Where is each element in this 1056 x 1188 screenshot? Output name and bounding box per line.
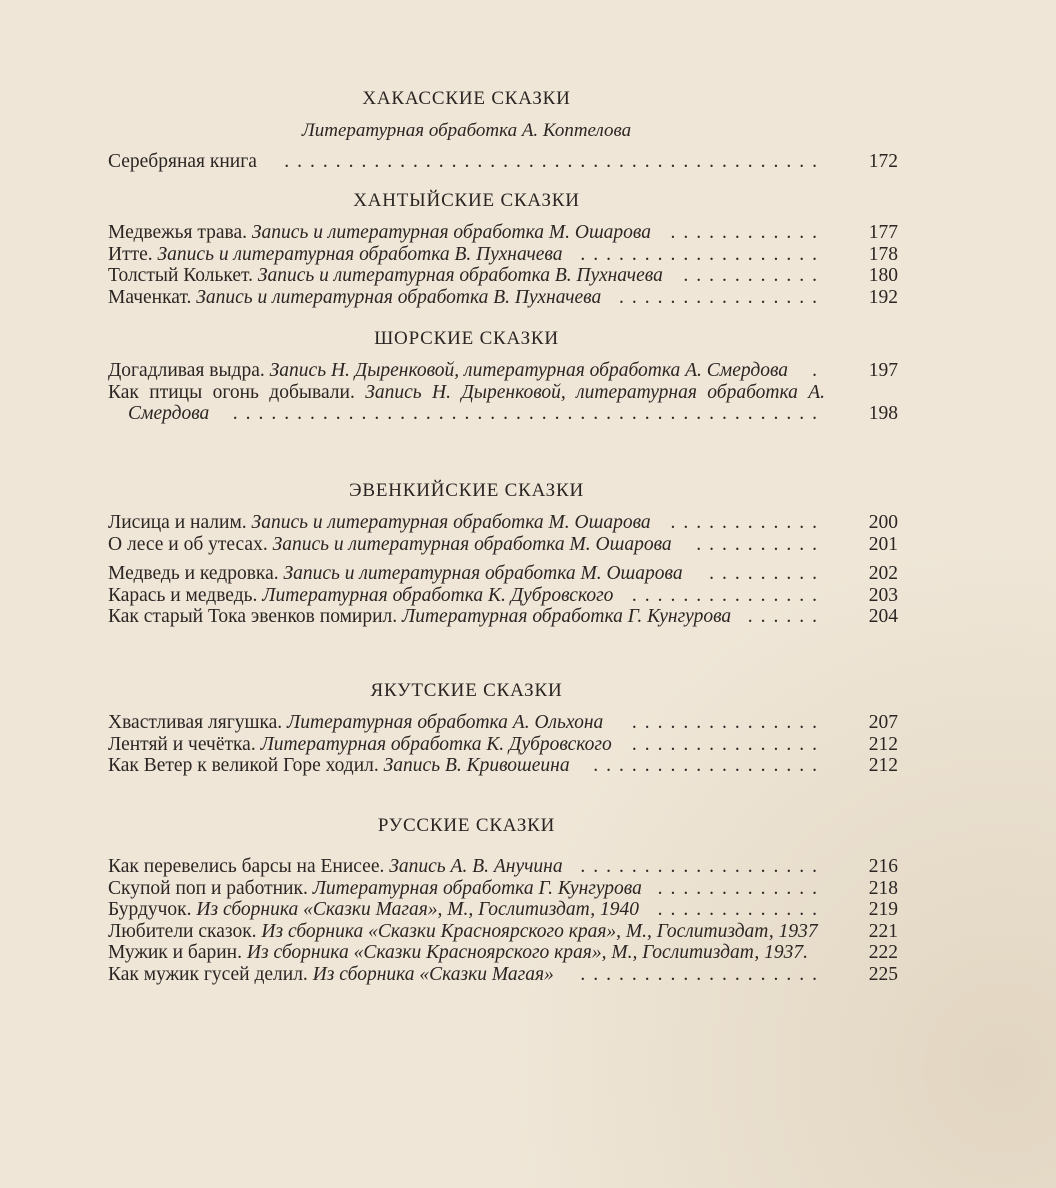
toc-entry[interactable] [108, 921, 898, 943]
toc-entry[interactable] [108, 878, 898, 900]
toc-entry[interactable] [108, 151, 898, 173]
entry-note: Запись и литературная обработка М. Ошарова [272, 533, 672, 555]
dot-leader: .............................................. [232, 403, 825, 424]
entry-title: Догадливая выдра. [108, 360, 265, 381]
section-khakas [108, 88, 898, 173]
section-russian [108, 815, 898, 985]
dot-leader: . [812, 360, 825, 381]
entry-note: Из сборника «Сказки Красноярского края», М., Гослитиздат, 1937 [261, 920, 818, 942]
entry-note: Запись и литературная обработка В. Пухначева [157, 243, 563, 265]
section-subtitle: Литературная обработка А. Коптелова [301, 120, 632, 141]
entry-note: Запись А. В. Анучина [389, 856, 563, 877]
toc-entry[interactable] [108, 606, 898, 628]
section-yakut [108, 680, 898, 777]
dot-leader: ................... [580, 963, 825, 985]
toc-entry[interactable] [108, 734, 898, 756]
page-number: 212 [868, 755, 898, 776]
entry-note: Литературная обработка Г. Кунгурова [402, 606, 732, 627]
entry-title: Медведь и кедровка. [108, 563, 279, 584]
page-number: 221 [868, 920, 898, 942]
page-number: 207 [868, 712, 898, 733]
entry-title: Лентяй и чечётка. [108, 733, 256, 755]
entry-title: Как Ветер к великой Горе ходил. [108, 755, 379, 776]
toc-entry[interactable] [108, 265, 898, 287]
section-shor [108, 328, 898, 425]
toc-entry[interactable] [108, 382, 898, 425]
page-number: 203 [868, 584, 898, 606]
toc-entry[interactable] [108, 512, 898, 534]
dot-leader: ............. [657, 899, 825, 920]
dot-leader: ............... [631, 712, 825, 733]
entry-note: Запись и литературная обработка М. Ошарова [251, 222, 651, 243]
entry-title: Мужик и барин. [108, 942, 242, 963]
page-number: 192 [868, 286, 898, 308]
entry-title: Итте. [108, 243, 153, 265]
dot-leader: ............... [631, 584, 825, 606]
toc-entry[interactable] [108, 360, 898, 382]
toc-entry[interactable] [108, 287, 898, 309]
dot-leader: ................... [580, 243, 825, 265]
toc-entry[interactable] [108, 899, 898, 921]
section-title: ШОРСКИЕ СКАЗКИ [374, 328, 559, 349]
page-number: 178 [868, 243, 898, 265]
entry-note: Запись Н. Дыренковой, литературная обработка А. Смердова [269, 360, 789, 381]
toc-entry[interactable] [108, 534, 898, 556]
page-number: 198 [868, 403, 898, 424]
dot-leader: ...... [747, 606, 825, 627]
dot-leader: .......................................... [284, 151, 825, 172]
dot-leader: .................. [593, 755, 825, 776]
dot-leader: ................... [580, 856, 825, 877]
dot-leader: ............. [657, 877, 825, 899]
entry-note: Литературная обработка А. Ольхона [287, 712, 604, 733]
entry-title: Любители сказок. [108, 920, 257, 942]
section-title: РУССКИЕ СКАЗКИ [377, 815, 556, 836]
entry-note: Из сборника «Сказки Магая», М., Гослитиздат, 1940 [196, 899, 639, 920]
entry-title: Как птицы огонь добывали. [108, 381, 355, 403]
page-number: 180 [868, 265, 898, 286]
page-number: 202 [868, 563, 898, 584]
entry-note: Литературная обработка Г. Кунгурова [312, 877, 642, 899]
section-title: ЭВЕНКИЙСКИЕ СКАЗКИ [349, 480, 584, 501]
toc-entry[interactable] [108, 856, 898, 878]
page-number: 177 [868, 222, 898, 243]
entry-note: Из сборника «Сказки Магая» [312, 963, 554, 985]
entry-note: Запись и литературная обработка В. Пухначева [196, 286, 602, 308]
entry-title: Как перевелись барсы на Енисее. [108, 856, 385, 877]
section-title: ЯКУТСКИЕ СКАЗКИ [370, 680, 563, 701]
dot-leader: ......... [709, 563, 825, 584]
entry-note: Запись и литературная обработка М. Ошарова [283, 563, 683, 584]
dot-leader: ............ [670, 512, 825, 533]
section-title: ХАКАССКИЕ СКАЗКИ [362, 88, 571, 109]
page-number: 216 [868, 856, 898, 877]
toc-entry[interactable] [108, 942, 898, 964]
page-number: 222 [868, 942, 898, 963]
page-number: 201 [868, 533, 898, 555]
toc-entry[interactable] [108, 563, 898, 585]
entry-title: О лесе и об утесах. [108, 533, 268, 555]
entry-note: Запись В. Кривошеина [383, 755, 570, 776]
dot-leader: ........... [683, 265, 825, 286]
entry-title: Бурдучок. [108, 899, 192, 920]
dot-leader: ................ [619, 286, 825, 308]
page-number: 204 [868, 606, 898, 627]
section-khanty [108, 190, 898, 308]
entry-title: Карась и медведь. [108, 584, 258, 606]
entry-title: Маченкат. [108, 286, 192, 308]
toc-entry[interactable] [108, 712, 898, 734]
section-title: ХАНТЫЙСКИЕ СКАЗКИ [353, 190, 580, 211]
dot-leader: ............... [631, 733, 825, 755]
dot-leader: ............ [670, 222, 825, 243]
entry-note: Запись Н. Дыренковой, литературная обработка А. Смердова [128, 381, 826, 424]
entry-title: Толстый Колькет. [108, 265, 253, 286]
toc-entry[interactable] [108, 585, 898, 607]
toc-entry[interactable] [108, 244, 898, 266]
toc-entry[interactable] [108, 755, 898, 777]
entry-note: Литературная обработка К. Дубровского [260, 733, 612, 755]
page-number: 200 [868, 512, 898, 533]
entry-note: Литературная обработка К. Дубровского [262, 584, 614, 606]
section-evenk [108, 480, 898, 628]
entry-title: Как мужик гусей делил. [108, 963, 308, 985]
toc-entry[interactable] [108, 964, 898, 986]
page-number: 225 [868, 963, 898, 985]
entry-title: Медвежья трава. [108, 222, 248, 243]
page-number: 218 [868, 877, 898, 899]
entry-title: Лисица и налим. [108, 512, 247, 533]
page-number: 219 [868, 899, 898, 920]
page-number: 197 [868, 360, 898, 381]
entry-title: Скупой поп и работник. [108, 877, 308, 899]
entry-note: Запись и литературная обработка М. Ошарова [251, 512, 651, 533]
page-number: 212 [868, 733, 898, 755]
toc-entry[interactable] [108, 222, 898, 244]
entry-title: Хвастливая лягушка. [108, 712, 283, 733]
dot-leader: .......... [696, 533, 825, 555]
entry-note: Из сборника «Сказки Красноярского края», М., Гослитиздат, 1937. [246, 942, 808, 963]
page-number: 172 [868, 151, 898, 172]
entry-title: Серебряная книга [108, 151, 257, 172]
entry-title: Как старый Тока эвенков помирил. [108, 606, 398, 627]
entry-note: Запись и литературная обработка В. Пухначева [257, 265, 663, 286]
